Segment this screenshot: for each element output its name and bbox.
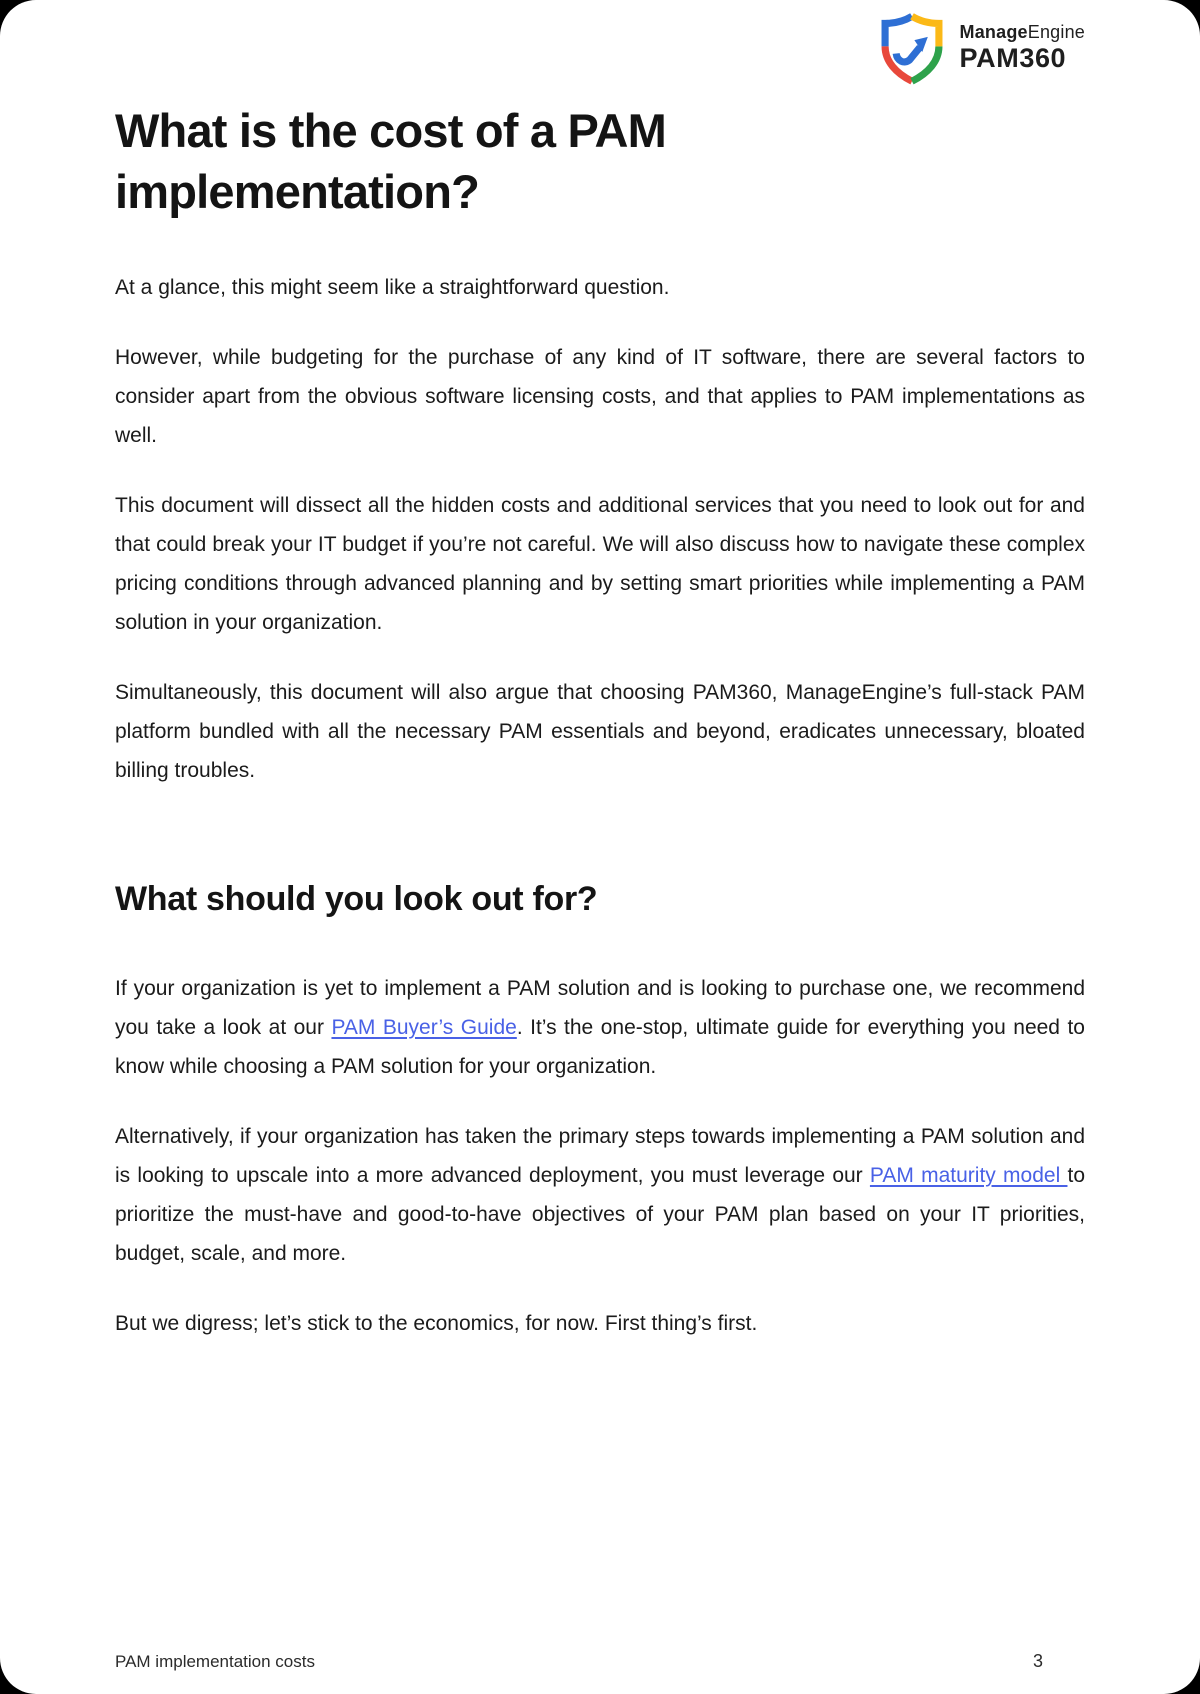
paragraph: Simultaneously, this document will also argue that choosing PAM360, ManageEngine’s full-stack PAM platform bundled with all the necessary PAM essentials and beyond, eradicates unnecessary, bloated billing troubles. — [115, 681, 1085, 782]
manageengine-pam360-logo — [874, 10, 1085, 86]
pam360-shield-icon — [874, 10, 950, 86]
paragraph: If your organization is yet to implement a PAM solution and is looking to purchase one, we recommend you take a look at our PAM Buyer’s Guide. It’s the one-stop, ultimate guide for everything you need to know while choosing a PAM solution for your organization. — [115, 977, 1085, 1078]
pam-maturity-model-link[interactable]: PAM maturity model — [869, 1164, 1068, 1187]
page-number: 3 — [1032, 1651, 1043, 1671]
document-title: What is the cost of a PAM implementation? — [115, 104, 666, 218]
brand-regular-part: Engine — [1027, 22, 1085, 43]
paragraph: At a glance, this might seem like a straightforward question. — [115, 276, 670, 299]
page-header — [115, 0, 1085, 88]
section-heading: What should you look out for? — [115, 880, 598, 918]
pam-buyers-guide-link[interactable]: PAM Buyer’s Guide — [331, 1016, 517, 1039]
product-name: PAM360 — [959, 42, 1067, 73]
page-footer — [115, 1651, 1085, 1672]
brand-bold-part: Manage — [959, 22, 1028, 43]
paragraph: However, while budgeting for the purchase of any kind of IT software, there are several factors to consider apart from the obvious software licensing costs, and that applies to PAM implementations as well. — [115, 346, 1085, 447]
intro-section — [115, 268, 1085, 790]
arrow-icon — [896, 47, 920, 62]
footer-document-title: PAM implementation costs — [115, 1652, 315, 1671]
brand-name — [960, 22, 1085, 43]
paragraph: Alternatively, if your organization has taken the primary steps towards implementing a PAM solution and is looking to upscale into a more advanced deployment, you must leverage our PAM maturity model to prioritize the must-have and good-to-have objectives of your PAM plan based on your IT priorities, budget, scale, and more. — [115, 1125, 1085, 1265]
paragraph: But we digress; let’s stick to the economics, for now. First thing’s first. — [115, 1312, 758, 1335]
logo-text — [960, 22, 1085, 74]
lookout-section — [115, 969, 1085, 1343]
paragraph: This document will dissect all the hidden costs and additional services that you need to look out for and that could break your IT budget if you’re not careful. We will also discuss how to navigate these complex pricing conditions through advanced planning and by setting smart priorities while implementing a PAM solution in your organization. — [115, 494, 1085, 634]
